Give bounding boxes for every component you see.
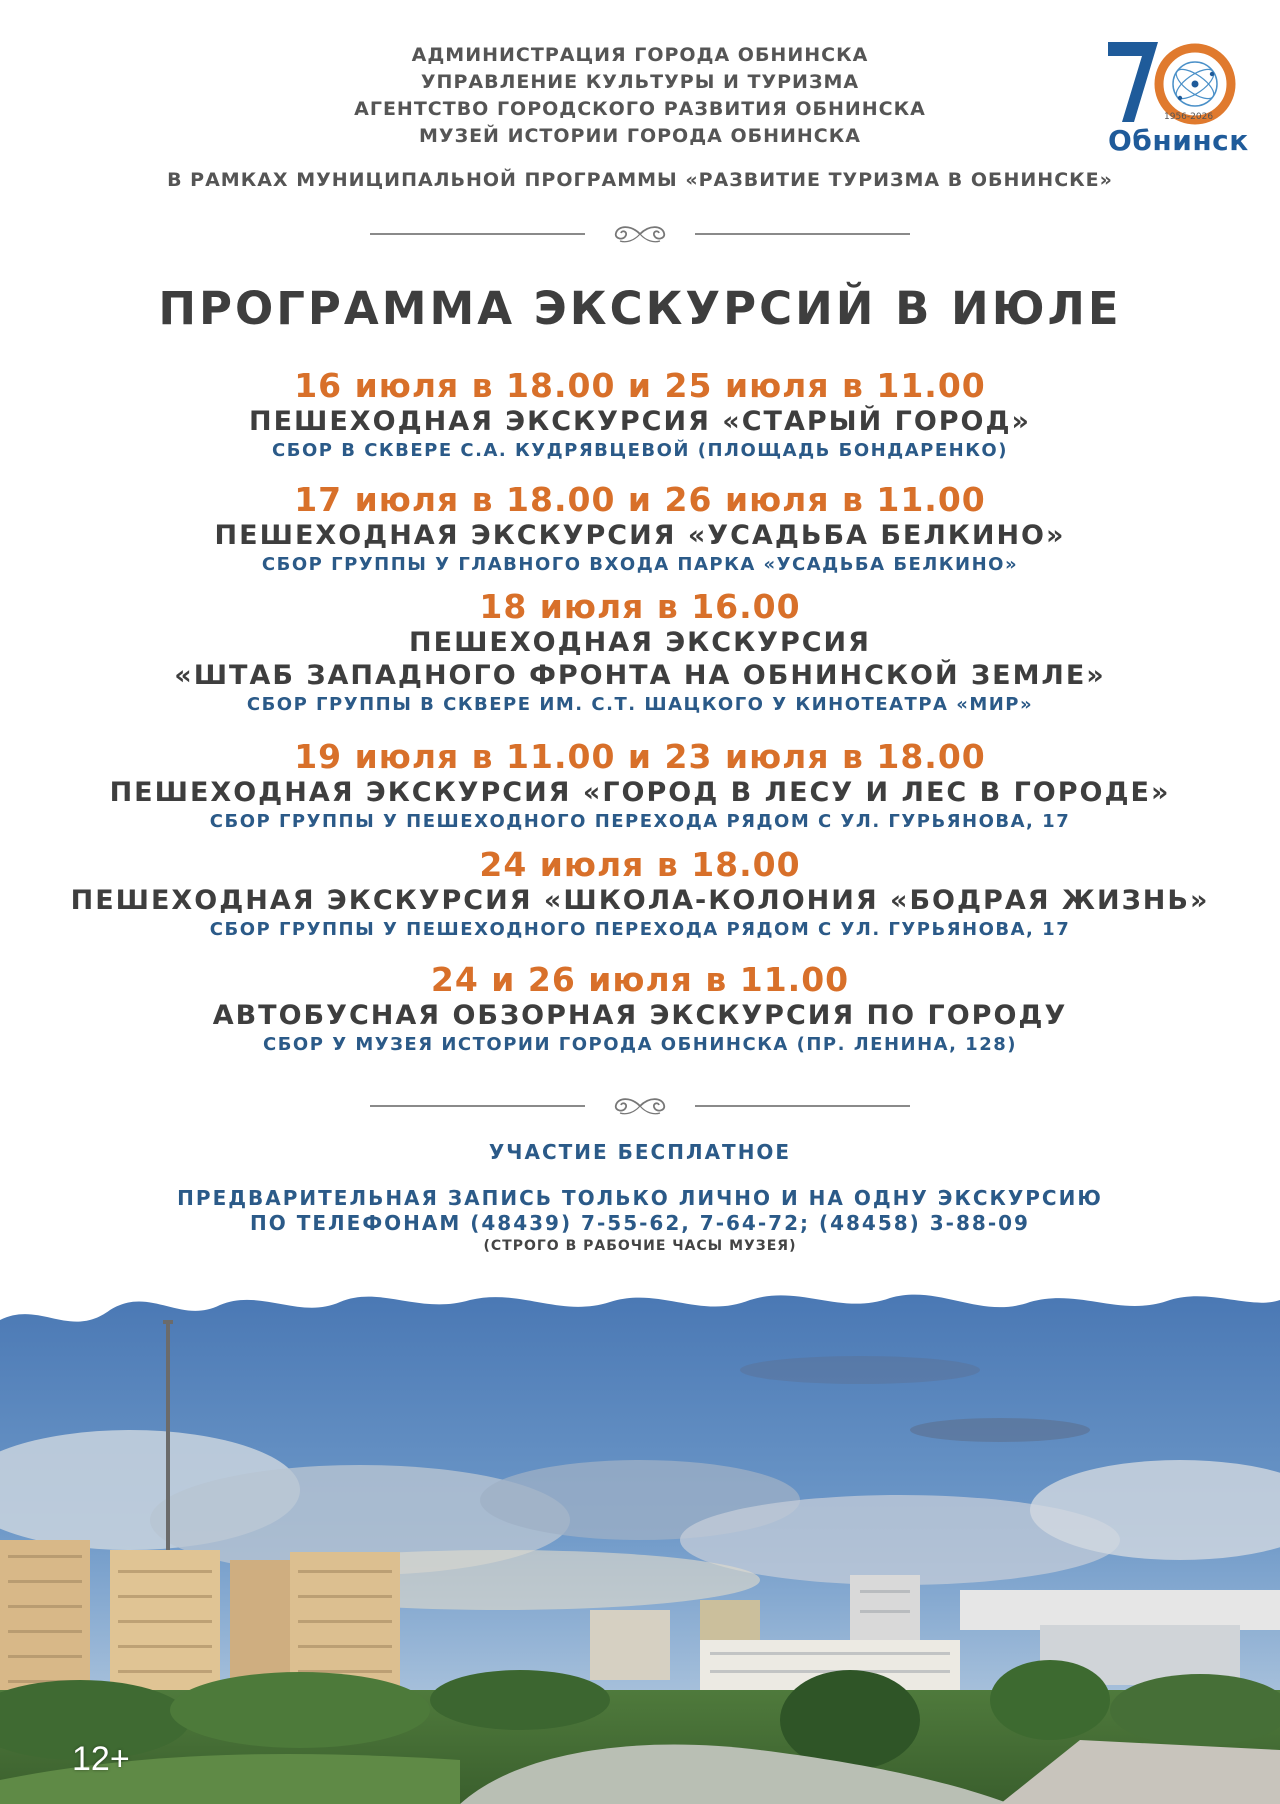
organizer-line: АДМИНИСТРАЦИЯ ГОРОДА ОБНИНСКА — [411, 44, 869, 66]
ornament-icon — [590, 1093, 690, 1119]
organizer-line: МУЗЕЙ ИСТОРИИ ГОРОДА ОБНИНСКА — [419, 125, 861, 147]
hours-note: (СТРОГО В РАБОЧИЕ ЧАСЫ МУЗЕЯ) — [483, 1238, 797, 1254]
event-item — [0, 846, 1280, 943]
phone-numbers: ПО ТЕЛЕФОНАМ (48439) 7-55-62, 7-64-72; (48458) 3-88-09 — [250, 1211, 1030, 1235]
event-meeting-point: СБОР ГРУППЫ У ГЛАВНОГО ВХОДА ПАРКА «УСАДЬБА БЕЛКИНО» — [261, 554, 1019, 575]
event-meeting-point: СБОР ГРУППЫ У ПЕШЕХОДНОГО ПЕРЕХОДА РЯДОМ С УЛ. ГУРЬЯНОВА, 17 — [209, 919, 1071, 940]
event-name: ПЕШЕХОДНАЯ ЭКСКУРСИЯ «СТАРЫЙ ГОРОД» — [248, 406, 1032, 437]
event-name: ПЕШЕХОДНАЯ ЭКСКУРСИЯ «ГОРОД В ЛЕСУ И ЛЕС В ГОРОДЕ» — [109, 777, 1171, 808]
event-date: 19 июля в 11.00 и 23 июля в 18.00 — [294, 737, 986, 776]
city-panorama-image — [0, 1280, 1280, 1804]
ornament-icon — [590, 221, 690, 247]
logo-city: Обнинск — [1108, 124, 1249, 157]
anniversary-logo — [1100, 30, 1250, 155]
event-item — [0, 961, 1280, 1058]
organizer-line: АГЕНТСТВО ГОРОДСКОГО РАЗВИТИЯ ОБНИНСКА — [354, 98, 926, 120]
event-name: ПЕШЕХОДНАЯ ЭКСКУРСИЯ — [409, 627, 871, 658]
event-meeting-point: СБОР ГРУППЫ У ПЕШЕХОДНОГО ПЕРЕХОДА РЯДОМ С УЛ. ГУРЬЯНОВА, 17 — [209, 811, 1071, 832]
ornament-divider — [370, 1093, 910, 1119]
event-name-continued: «ШТАБ ЗАПАДНОГО ФРОНТА НА ОБНИНСКОЙ ЗЕМЛЕ» — [174, 660, 1106, 691]
event-date: 17 июля в 18.00 и 26 июля в 11.00 — [294, 480, 986, 519]
program-line: В РАМКАХ МУНИЦИПАЛЬНОЙ ПРОГРАММЫ «РАЗВИТИЕ ТУРИЗМА В ОБНИНСКЕ» — [167, 169, 1113, 191]
event-date: 16 июля в 18.00 и 25 июля в 11.00 — [294, 366, 986, 405]
organizers-block — [0, 42, 1280, 150]
event-date: 24 июля в 18.00 — [479, 845, 801, 884]
registration-text: ПРЕДВАРИТЕЛЬНАЯ ЗАПИСЬ ТОЛЬКО ЛИЧНО И НА ОДНУ ЭКСКУРСИЮ — [177, 1186, 1103, 1210]
free-participation: УЧАСТИЕ БЕСПЛАТНОЕ — [488, 1140, 792, 1164]
event-item — [0, 738, 1280, 835]
ornament-divider — [370, 221, 910, 247]
logo-years: 1956-2026 — [1164, 112, 1214, 122]
event-meeting-point: СБОР ГРУППЫ В СКВЕРЕ ИМ. С.Т. ШАЦКОГО У КИНОТЕАТРА «МИР» — [246, 694, 1034, 715]
event-item — [0, 367, 1280, 464]
event-name: ПЕШЕХОДНАЯ ЭКСКУРСИЯ «УСАДЬБА БЕЛКИНО» — [214, 520, 1066, 551]
event-name: ПЕШЕХОДНАЯ ЭКСКУРСИЯ «ШКОЛА-КОЛОНИЯ «БОДРАЯ ЖИЗНЬ» — [70, 885, 1210, 916]
event-meeting-point: СБОР В СКВЕРЕ С.А. КУДРЯВЦЕВОЙ (ПЛОЩАДЬ БОНДАРЕНКО) — [272, 440, 1008, 461]
event-item — [0, 481, 1280, 578]
registration-info — [0, 1186, 1280, 1236]
organizer-line: УПРАВЛЕНИЕ КУЛЬТУРЫ И ТУРИЗМА — [420, 71, 860, 93]
event-date: 18 июля в 16.00 — [479, 587, 801, 626]
age-rating: 12+ — [72, 1740, 130, 1778]
event-item — [0, 588, 1280, 718]
event-name: АВТОБУСНАЯ ОБЗОРНАЯ ЭКСКУРСИЯ ПО ГОРОДУ — [212, 1000, 1068, 1031]
event-date: 24 и 26 июля в 11.00 — [430, 960, 850, 999]
event-meeting-point: СБОР У МУЗЕЯ ИСТОРИИ ГОРОДА ОБНИНСКА (ПР. ЛЕНИНА, 128) — [263, 1034, 1017, 1055]
page-title: ПРОГРАММА ЭКСКУРСИЙ В ИЮЛЕ — [158, 282, 1122, 335]
